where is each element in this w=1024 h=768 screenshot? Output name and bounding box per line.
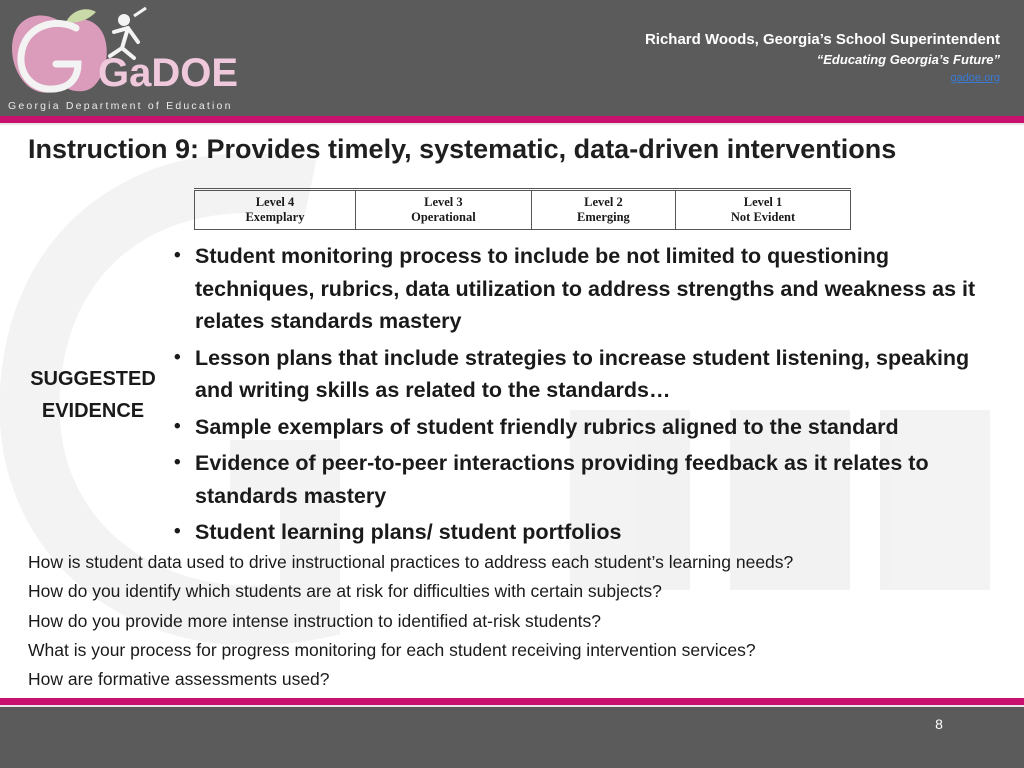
header-light-rule <box>0 123 1024 125</box>
bullet-icon: • <box>174 521 181 542</box>
list-item: • Student monitoring process to include be not limited to questioning techniques, rubrics, data utilization to address strengths and weakness as it relates standards mastery <box>170 240 1010 338</box>
question-item: What is your process for progress monitoring for each student receiving intervention services? <box>28 639 756 660</box>
rubric-level-1: Level 1 Not Evident <box>676 190 851 230</box>
logo-caption: Georgia Department of Education <box>8 100 233 112</box>
list-item: • Evidence of peer-to-peer interactions providing feedback as it relates to standards mastery <box>170 447 1010 512</box>
header-accent-rule <box>0 116 1024 123</box>
gadoe-logo <box>6 6 239 114</box>
rubric-level-3: Level 3 Operational <box>355 190 531 230</box>
question-item: How do you provide more intense instruction to identified at-risk students? <box>28 610 601 631</box>
evidence-list <box>170 240 1010 553</box>
suggested-evidence-label: SUGGESTED EVIDENCE <box>30 368 156 422</box>
question-item: How do you identify which students are at risk for difficulties with certain subjects? <box>28 581 662 602</box>
svg-text:GaDOE: GaDOE <box>98 51 239 95</box>
rubric-level-4: Level 4 Exemplary <box>195 190 356 230</box>
rubric-levels-table <box>194 188 851 230</box>
bullet-icon: • <box>174 245 181 266</box>
page-title: Instruction 9: Provides timely, systematic, data-driven interventions <box>28 134 897 164</box>
page-number: 8 <box>935 716 943 732</box>
footer-accent-rule <box>0 698 1024 705</box>
rubric-level-2: Level 2 Emerging <box>531 190 675 230</box>
list-item: • Student learning plans/ student portfolios <box>170 516 1010 549</box>
question-item: How are formative assessments used? <box>28 669 330 690</box>
bullet-icon: • <box>174 346 181 368</box>
list-item: • Sample exemplars of student friendly rubrics aligned to the standard <box>170 411 1010 444</box>
guiding-questions <box>28 548 1008 694</box>
superintendent-name: Richard Woods, Georgia’s School Superintendent <box>644 31 1000 48</box>
header-text-block <box>645 30 1000 86</box>
bullet-icon: • <box>174 452 181 473</box>
gadoe-website-link[interactable]: gadoe.org <box>950 72 1000 84</box>
question-item: How is student data used to drive instructional practices to address each student’s learning needs? <box>28 552 794 572</box>
footer-band <box>0 707 1024 768</box>
bullet-icon: • <box>174 415 181 437</box>
list-item: • Lesson plans that include strategies to increase student listening, speaking and writing skills as related to the standards… <box>170 342 1010 407</box>
header-motto: “Educating Georgia’s Future” <box>816 52 1000 67</box>
